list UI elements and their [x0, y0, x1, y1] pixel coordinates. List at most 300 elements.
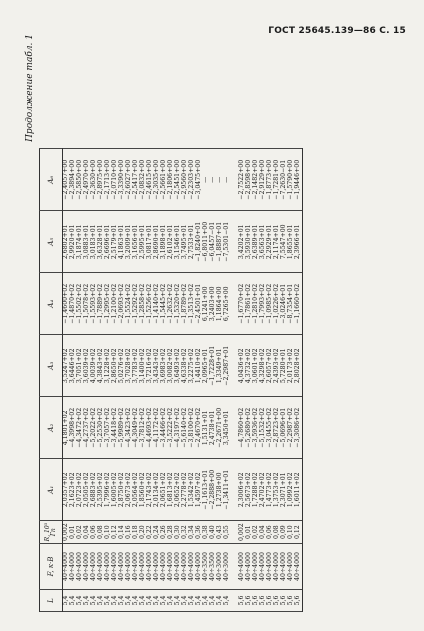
page-header: ГОСТ 25645.139—86 С. 15: [268, 26, 406, 36]
cell-l: 5,4: [140, 590, 147, 612]
cell-a1: 1,7996+02: [105, 459, 112, 521]
cell-f: 40÷4000: [274, 544, 281, 590]
cell-a1: 2,0357+02: [63, 459, 71, 521]
cell-a5: 2,1174+01: [274, 211, 281, 273]
cell-a1: 1,6813+02: [168, 459, 175, 521]
cell-a3: 5,0276+02: [119, 335, 126, 397]
cell-a3: 1,3349+01: [217, 335, 224, 397]
cell-f: 40÷4000: [98, 544, 105, 590]
cell-a3: 3,6039+02: [84, 335, 91, 397]
cell-a5: 2,9920+01: [70, 211, 77, 273]
cell-a6: −2,3035+00: [154, 149, 161, 211]
cell-a6: −2,4615+00: [147, 149, 154, 211]
cell-a3: 2,0173+02: [288, 335, 295, 397]
cell-f: 40÷4000: [70, 544, 77, 590]
cell-f: 40÷3000: [224, 544, 231, 590]
cell-r: 0,10: [288, 521, 295, 544]
cell-a3: 3,7783+02: [133, 335, 140, 397]
cell-a3: 3,0082+02: [168, 335, 175, 397]
cell-r: 0,002: [239, 521, 246, 544]
cell-l: 5,4: [84, 590, 91, 612]
table-body: [63, 149, 303, 612]
cell-a5: 3,1898+01: [161, 211, 168, 273]
cell-a6: —: [217, 149, 224, 211]
cell-l: 5,4: [119, 590, 126, 612]
cell-a1: 2,3071+01: [281, 459, 288, 521]
cell-a1: 2,8750+02: [119, 459, 126, 521]
cell-a2: −2,2987+02: [288, 397, 295, 459]
cell-a5: 2,7533+01: [189, 211, 196, 273]
cell-l: 5,6: [288, 590, 295, 612]
cell-f: 40÷4000: [253, 544, 260, 590]
table-row: [224, 149, 231, 612]
cell-a6: —: [203, 149, 210, 211]
cell-l: 5,4: [91, 590, 98, 612]
cell-a1: 2,0564+02: [133, 459, 140, 521]
cell-a1: 1,6005+02: [112, 459, 119, 521]
cell-f: 40÷4000: [246, 544, 253, 590]
cell-l: 5,6: [274, 590, 281, 612]
cell-a2: 2,4738+01: [210, 397, 217, 459]
col-header-a2: A₂: [40, 397, 63, 459]
cell-a4: −2,4501+01: [196, 273, 203, 335]
cell-f: 40÷4000: [84, 544, 91, 590]
cell-a1: 2,5673+02: [246, 459, 253, 521]
cell-a6: −7,2630−01: [281, 149, 288, 211]
cell-a2: −3,5222+02: [168, 397, 175, 459]
cell-a5: 2,6102+01: [168, 211, 175, 273]
cell-a2: −3,7057+02: [105, 397, 112, 459]
cell-f: 40÷4000: [196, 544, 203, 590]
cell-l: 5,4: [154, 590, 161, 612]
cell-a6: −1,8773+00: [267, 149, 274, 211]
cell-f: 40÷3500: [210, 544, 217, 590]
cell-a5: −1,8240+01: [196, 211, 203, 273]
cell-a2: −4,7860+02: [239, 397, 246, 459]
cell-a5: 1,8655+01: [288, 211, 295, 273]
cell-a3: −1,7228+01: [210, 335, 217, 397]
cell-r: 0,002: [63, 521, 71, 544]
cell-a5: 2,6696+01: [105, 211, 112, 273]
cell-a2: −3,4466+02: [161, 397, 168, 459]
cell-a4: −1,3513+02: [189, 273, 196, 335]
cell-a3: 4,0436+02: [239, 335, 246, 397]
cell-a1: 1,7288+02: [253, 459, 260, 521]
cell-a4: −1,2632+02: [168, 273, 175, 335]
cell-a2: −2,8723+02: [274, 397, 281, 459]
cell-a6: −2,4970+00: [84, 149, 91, 211]
cell-a2: −4,1172+02: [154, 397, 161, 459]
cell-r: 0,43: [217, 521, 224, 544]
cell-r: 0,20: [140, 521, 147, 544]
cell-l: 5,4: [224, 590, 231, 612]
cell-a3: 3,1228+02: [105, 335, 112, 397]
cell-a5: 3,0883+01: [84, 211, 91, 273]
cell-a3: 3,5247+02: [63, 335, 71, 397]
cell-r: 0,28: [168, 521, 175, 544]
cell-f: 40÷3000: [217, 544, 224, 590]
cell-a5: 3,2009+01: [126, 211, 133, 273]
cell-a6: −2,7522+00: [239, 149, 246, 211]
cell-a6: −2,1482+00: [253, 149, 260, 211]
cell-a3: 4,3732+02: [246, 335, 253, 397]
cell-a3: 1,4410+02: [196, 335, 203, 397]
cell-a4: −3,0246+01: [281, 273, 288, 335]
cell-l: 5,4: [63, 590, 71, 612]
cell-a4: −1,8789+02: [182, 273, 189, 335]
cell-a6: −3,0475+00: [196, 149, 203, 211]
cell-a3: 3,4343+02: [154, 335, 161, 397]
cell-f: 40÷4000: [147, 544, 154, 590]
cell-a4: −1,5502+02: [77, 273, 84, 335]
cell-f: 40÷4000: [91, 544, 98, 590]
cell-a2: 3,3450+01: [224, 397, 231, 459]
col-header-r: R, 10³ Гп: [40, 521, 63, 544]
cell-a5: −6,0457−01: [210, 211, 217, 273]
cell-f: 40÷4000: [133, 544, 140, 590]
rotated-page-body: [17, 26, 405, 616]
cell-a4: −1,1660+02: [295, 273, 303, 335]
cell-r: 0,02: [253, 521, 260, 544]
cell-r: 0,04: [84, 521, 91, 544]
cell-a4: 6,7265+00: [224, 273, 231, 335]
cell-a3: 2,4393+02: [274, 335, 281, 397]
cell-f: 40÷4000: [119, 544, 126, 590]
cell-a1: 1,4773+02: [267, 459, 274, 521]
cell-r: 0,26: [161, 521, 168, 544]
cell-f: 40÷4000: [168, 544, 175, 590]
cell-a6: −2,1713+00: [105, 149, 112, 211]
cell-a4: −8,7354+01: [288, 273, 295, 335]
cell-a1: 2,1623+02: [70, 459, 77, 521]
cell-a5: −1,8887+01: [217, 211, 224, 273]
cell-a2: −4,3423+02: [126, 397, 133, 459]
cell-l: 5,6: [246, 590, 253, 612]
cell-a5: −6,8011+00: [203, 211, 210, 273]
cell-a3: 2,8028+02: [295, 335, 303, 397]
cell-a6: −1,9446+00: [295, 149, 303, 211]
col-header-a6: A₆: [40, 149, 63, 211]
col-header-a5: A₅: [40, 211, 63, 273]
cell-a5: 2,2929+01: [267, 211, 274, 273]
cell-f: 40÷4000: [189, 544, 196, 590]
cell-a1: 1,6011+02: [295, 459, 303, 521]
cell-f: 40÷4000: [126, 544, 133, 590]
cell-a2: −5,1532+02: [260, 397, 267, 459]
cell-f: 40÷4000: [239, 544, 246, 590]
cell-r: 0,38: [203, 521, 210, 544]
cell-a3: 3,7216+02: [147, 335, 154, 397]
cell-a2: −5,9989+02: [119, 397, 126, 459]
cell-a6: −2,2303+00: [189, 149, 196, 211]
cell-a5: 2,6802+01: [63, 211, 71, 273]
cell-r: 0,24: [154, 521, 161, 544]
cell-r: 0,22: [147, 521, 154, 544]
cell-a2: 1,5131+01: [203, 397, 210, 459]
cell-a1: 1,3753+02: [274, 459, 281, 521]
cell-f: 40÷4000: [182, 544, 189, 590]
cell-a5: 7,5547+00: [281, 211, 288, 273]
cell-a5: 3,4202+01: [239, 211, 246, 273]
cell-a4: −1,5320+02: [175, 273, 182, 335]
cell-l: 5,4: [112, 590, 119, 612]
cell-r: 0,01: [70, 521, 77, 544]
cell-l: 5,4: [77, 590, 84, 612]
cell-r: 0,36: [196, 521, 203, 544]
cell-a4: 1,1864+00: [217, 273, 224, 335]
cell-a2: −3,5936+02: [253, 397, 260, 459]
cell-a4: −1,0226+02: [274, 273, 281, 335]
cell-a5: 3,6328+01: [98, 211, 105, 273]
cell-r: 0,08: [274, 521, 281, 544]
cell-a2: −5,0696+01: [281, 397, 288, 459]
cell-l: 5,6: [239, 590, 246, 612]
cell-a4: −1,2100+02: [112, 273, 119, 335]
cell-a3: 2,8650+02: [112, 335, 119, 397]
cell-r: 0,40: [210, 521, 217, 544]
cell-f: 40÷4000: [140, 544, 147, 590]
cell-r: 0,06: [267, 521, 274, 544]
cell-f: 40÷4000: [295, 544, 303, 590]
cell-r: 0,09: [281, 521, 288, 544]
cell-a2: −2,4670+02: [196, 397, 203, 459]
cell-a3: −2,2987+01: [224, 335, 231, 397]
cell-a1: −2,2888+00: [210, 459, 217, 521]
cell-a3: 5,7280+01: [281, 335, 288, 397]
cell-r: 0,14: [119, 521, 126, 544]
cell-r: 0,04: [260, 521, 267, 544]
cell-a4: 3,2403+00: [210, 273, 217, 335]
cell-a6: −2,5661+00: [161, 149, 168, 211]
data-table: [39, 148, 303, 612]
cell-r: 0,08: [98, 521, 105, 544]
cell-a5: 3,5930+01: [246, 211, 253, 273]
cell-a2: −5,2680+02: [246, 397, 253, 459]
cell-f: 40÷4000: [154, 544, 161, 590]
cell-a1: 2,3006+02: [239, 459, 246, 521]
cell-a2: −4,2737+02: [84, 397, 91, 459]
cell-a6: −2,0832+00: [140, 149, 147, 211]
cell-a3: 4,6338+02: [182, 335, 189, 397]
cell-a5: 3,1656+01: [133, 211, 140, 273]
cell-l: 5,6: [295, 590, 303, 612]
cell-a4: −1,4600+02: [63, 273, 71, 335]
cell-l: 5,6: [281, 590, 288, 612]
cell-r: 0,18: [133, 521, 140, 544]
cell-l: 5,4: [182, 590, 189, 612]
cell-a2: −3,0455+02: [267, 397, 274, 459]
cell-a3: 3,1400+02: [140, 335, 147, 397]
cell-r: 0,30: [175, 521, 182, 544]
cell-a4: −1,5292+02: [133, 273, 140, 335]
cell-a1: 1,5342+02: [189, 459, 196, 521]
cell-a6: −2,8975+00: [98, 149, 105, 211]
cell-a1: 1,2738+00: [217, 459, 224, 521]
cell-a1: 2,5395+02: [98, 459, 105, 521]
cell-a5: 2,6389+01: [253, 211, 260, 273]
cell-a1: 2,6883+02: [91, 459, 98, 521]
cell-r: 0,02: [77, 521, 84, 544]
cell-a6: −2,4057+00: [63, 149, 71, 211]
cell-a2: −4,3049+02: [133, 397, 140, 459]
cell-l: 5,4: [217, 590, 224, 612]
cell-f: 40÷4000: [288, 544, 295, 590]
cell-a4: −1,6770+02: [239, 273, 246, 335]
cell-a1: 2,0651+02: [161, 459, 168, 521]
cell-l: 5,4: [161, 590, 168, 612]
cell-l: 5,4: [196, 590, 203, 612]
cell-a6: −2,0710+00: [112, 149, 119, 211]
cell-l: 5,4: [133, 590, 140, 612]
cell-a1: 2,0673+02: [126, 459, 133, 521]
cell-a2: −4,4693+02: [147, 397, 154, 459]
cell-f: 40÷4000: [63, 544, 71, 590]
cell-f: 40÷4000: [105, 544, 112, 590]
cell-a4: −1,7889+02: [98, 273, 105, 335]
col-header-a3: A₃: [40, 335, 63, 397]
cell-a2: −2,2671+00: [217, 397, 224, 459]
cell-a2: −4,3472+02: [77, 397, 84, 459]
cell-a3: 3,6493+02: [175, 335, 182, 397]
cell-l: 5,4: [98, 590, 105, 612]
cell-a5: 3,0183+01: [91, 211, 98, 273]
cell-a1: 1,0992+02: [288, 459, 295, 521]
cell-a2: −5,6140+02: [182, 397, 189, 459]
table-continuation-title: Продолжение табл. 1: [25, 34, 35, 142]
cell-a4: −1,5445+02: [161, 273, 168, 335]
cell-a2: −3,4418+02: [112, 397, 119, 459]
cell-a5: 3,1546+01: [175, 211, 182, 273]
cell-a5: 3,6563+01: [260, 211, 267, 273]
cell-a4: −2,0693+02: [119, 273, 126, 335]
cell-a5: 2,3966+01: [295, 211, 303, 273]
cell-a5: 2,8690+01: [154, 211, 161, 273]
cell-a2: −4,3197+02: [175, 397, 182, 459]
cell-l: 5,6: [267, 590, 274, 612]
cell-a5: 2,5995+01: [140, 211, 147, 273]
cell-r: 0,55: [224, 521, 231, 544]
cell-f: 40÷4000: [267, 544, 274, 590]
cell-a1: 2,1743+02: [147, 459, 154, 521]
cell-a4: −1,4870+02: [70, 273, 77, 335]
cell-r: 0,32: [182, 521, 189, 544]
table-row: [295, 149, 303, 612]
cell-l: 5,4: [147, 590, 154, 612]
cell-l: 5,4: [175, 590, 182, 612]
cell-a4: −1,5593+02: [91, 273, 98, 335]
cell-a1: 1,8560+02: [140, 459, 147, 521]
cell-a2: −5,2530+02: [98, 397, 105, 459]
cell-a2: −5,2022+02: [91, 397, 98, 459]
cell-f: 40÷4000: [112, 544, 119, 590]
cell-a5: 2,5179+01: [112, 211, 119, 273]
cell-a3: 3,2275+02: [189, 335, 196, 397]
cell-r: 0,12: [112, 521, 119, 544]
cell-a4: −1,5256+02: [147, 273, 154, 335]
cell-a6: −2,9560+00: [182, 149, 189, 211]
cell-a2: −3,7812+02: [140, 397, 147, 459]
cell-a1: 2,0723+02: [77, 459, 84, 521]
cell-r: 0,16: [126, 521, 133, 544]
cell-a5: 4,1863+01: [119, 211, 126, 273]
cell-a4: −1,2858+02: [140, 273, 147, 335]
cell-f: 40÷4000: [260, 544, 267, 590]
cell-a5: −7,5301−01: [224, 211, 231, 273]
cell-a6: −1,7281+00: [274, 149, 281, 211]
cell-a5: 3,0817+01: [147, 211, 154, 273]
cell-a3: 3,7028+02: [126, 335, 133, 397]
cell-a3: 4,3298+02: [260, 335, 267, 397]
cell-a6: −2,8598+00: [246, 149, 253, 211]
cell-a6: −2,9129+00: [260, 149, 267, 211]
cell-a6: —: [224, 149, 231, 211]
cell-a2: −4,3998+02: [70, 397, 77, 459]
cell-a4: −1,2995+02: [105, 273, 112, 335]
cell-a6: —: [210, 149, 217, 211]
cell-a6: −1,5790+00: [288, 149, 295, 211]
cell-r: 0,10: [105, 521, 112, 544]
cell-r: 0,34: [189, 521, 196, 544]
cell-a1: 2,2778+02: [182, 459, 189, 521]
cell-a3: 3,0601+02: [253, 335, 260, 397]
cell-l: 5,6: [260, 590, 267, 612]
col-header-a1: A₁: [40, 459, 63, 521]
cell-l: 5,4: [189, 590, 196, 612]
cell-l: 5,4: [210, 590, 217, 612]
cell-l: 5,4: [126, 590, 133, 612]
cell-a2: 4,1801+02: [63, 397, 71, 459]
cell-a6: −2,1806+00: [168, 149, 175, 211]
cell-a6: −2,5417+00: [133, 149, 140, 211]
cell-a3: 4,0039+02: [91, 335, 98, 397]
cell-r: 0,06: [91, 521, 98, 544]
cell-a6: −2,5451+00: [175, 149, 182, 211]
cell-a5: 3,7495+01: [182, 211, 189, 273]
cell-a6: −2,5850+00: [77, 149, 84, 211]
cell-a2: −3,8100+02: [189, 397, 196, 459]
cell-a4: −1,5524+02: [126, 273, 133, 335]
cell-a1: −1,3411+01: [224, 459, 231, 521]
cell-a1: 2,0134+02: [154, 459, 161, 521]
cell-a6: −2,3894+00: [70, 149, 77, 211]
cell-a1: −1,1613+01: [203, 459, 210, 521]
cell-a3: 3,7051+02: [77, 335, 84, 397]
cell-f: 40÷4000: [161, 544, 168, 590]
cell-a1: 2,4702+02: [260, 459, 267, 521]
col-header-l: L: [40, 590, 63, 612]
cell-r: 0,12: [295, 521, 303, 544]
cell-a4: −1,2810+02: [253, 273, 260, 335]
cell-a6: −3,3390+00: [119, 149, 126, 211]
cell-a6: −2,6027+00: [126, 149, 133, 211]
cell-l: 5,4: [168, 590, 175, 612]
cell-f: 40÷4000: [281, 544, 288, 590]
table-header-row: [40, 149, 63, 612]
cell-a1: 2,0652+02: [175, 459, 182, 521]
cell-a3: 3,6446+02: [70, 335, 77, 397]
cell-a4: −1,4140+02: [154, 273, 161, 335]
cell-f: 40÷4000: [175, 544, 182, 590]
cell-a4: −1,0985+02: [267, 273, 274, 335]
cell-a4: −1,7861+02: [246, 273, 253, 335]
cell-l: 5,4: [203, 590, 210, 612]
cell-l: 5,4: [70, 590, 77, 612]
cell-r: 0,01: [246, 521, 253, 544]
col-header-a4: A₄: [40, 273, 63, 335]
cell-a6: −2,3630+00: [91, 149, 98, 211]
cell-a3: 2,6057+02: [267, 335, 274, 397]
cell-f: 40÷3500: [203, 544, 210, 590]
